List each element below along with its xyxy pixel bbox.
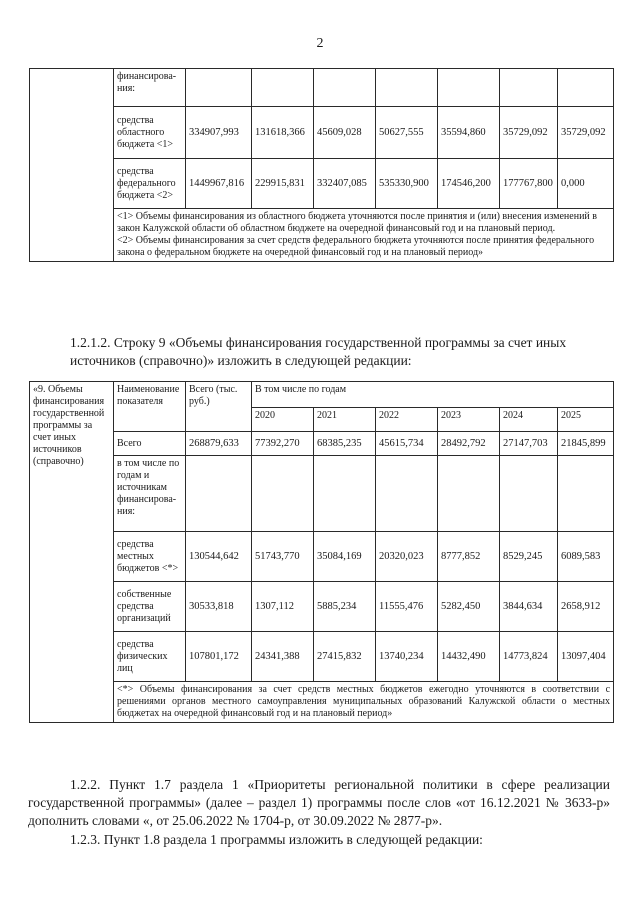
year-cell: 2022 <box>376 408 438 432</box>
row-label: средства областного бюджета <1> <box>114 107 186 159</box>
financing-table-continuation <box>29 68 614 262</box>
footnote-2: <2> Объемы финансирования за счет средств федерального бюджета уточняются после принятия федерального закона о федеральном бюджете на очередной финансовый год и на плановый период» <box>117 235 595 258</box>
paragraph-1-2-3: 1.2.3. Пункт 1.8 раздела 1 программы изложить в следующей редакции: <box>70 832 483 847</box>
header-row <box>30 382 614 408</box>
year-cell: 2020 <box>252 408 314 432</box>
row-label: средства физических лиц <box>114 632 186 682</box>
table-row: собственные средства организаций 30533,818 1307,112 5885,234 11555,476 5282,450 3844,634 2658,912 <box>30 582 614 632</box>
row-label: в том числе по годам и источникам финансирова-ния: <box>114 456 186 532</box>
footnote-local-budgets: <*> Объемы финансирования за счет средств местных бюджетов ежегодно уточняются в соответствии с решениями органов местного самоуправления муниципальных образований Калужской области о местных бюджетах на очередной финансовый год и на плановый период» <box>114 682 614 723</box>
paragraph-1-2-1-2: 1.2.1.2. Строку 9 «Объемы финансирования государственной программы за счет иных источников (справочно)» изложить в следующей редакции: <box>70 335 567 368</box>
notes-row <box>30 682 614 723</box>
row-label: Всего <box>114 432 186 456</box>
table-row: Всего 268879,633 77392,270 68385,235 45615,734 28492,792 27147,703 21845,899 <box>30 432 614 456</box>
year-cell: 2021 <box>314 408 376 432</box>
table-row <box>30 69 614 107</box>
row-label: средства федерального бюджета <2> <box>114 159 186 209</box>
header-indicator: Наименование показателя <box>114 382 186 432</box>
table-row: средства областного бюджета <1> 334907,993 131618,366 45609,028 50627,555 35594,860 35729,092 35729,092 <box>30 107 614 159</box>
header-years: В том числе по годам <box>252 382 614 408</box>
footnote-1: <1> Объемы финансирования из областного бюджета уточняются после принятия и (или) внесения изменений в закон Калужской области об областном бюджете на очередной финансовый год и на плановый период. <box>117 211 597 234</box>
table-row: средства федерального бюджета <2> 1449967,816 229915,831 332407,085 535330,900 174546,200 177767,800 0,000 <box>30 159 614 209</box>
row-label: средства местных бюджетов <*> <box>114 532 186 582</box>
table-row: средства физических лиц 107801,172 24341,388 27415,832 13740,234 14432,490 14773,824 13097,404 <box>30 632 614 682</box>
row-title: «9. Объемы финансирования государственной программы за счет иных источников (справочно) <box>30 382 114 723</box>
row-label: финансирова-ния: <box>114 69 186 107</box>
row-label: собственные средства организаций <box>114 582 186 632</box>
paragraph-1-2-2: 1.2.2. Пункт 1.7 раздела 1 «Приоритеты региональной политики в сфере реализации государственной программы» (далее – раздел 1) программы после слов «от 16.12.2021 № 3633-р» дополнить словами «, от 25.06.2022 № 1704-р, от 30.09.2022 № 2877-р». <box>28 777 610 828</box>
footnotes <box>114 209 614 262</box>
table-row <box>30 456 614 532</box>
year-cell: 2025 <box>558 408 614 432</box>
year-cell: 2024 <box>500 408 558 432</box>
notes-row <box>30 209 614 262</box>
empty-title-cell <box>30 69 114 262</box>
header-total: Всего (тыс. руб.) <box>186 382 252 432</box>
other-sources-financing-table <box>29 381 614 723</box>
table-row: средства местных бюджетов <*> 130544,642 51743,770 35084,169 20320,023 8777,852 8529,245 6089,583 <box>30 532 614 582</box>
page-number: 2 <box>316 36 324 51</box>
year-cell: 2023 <box>438 408 500 432</box>
